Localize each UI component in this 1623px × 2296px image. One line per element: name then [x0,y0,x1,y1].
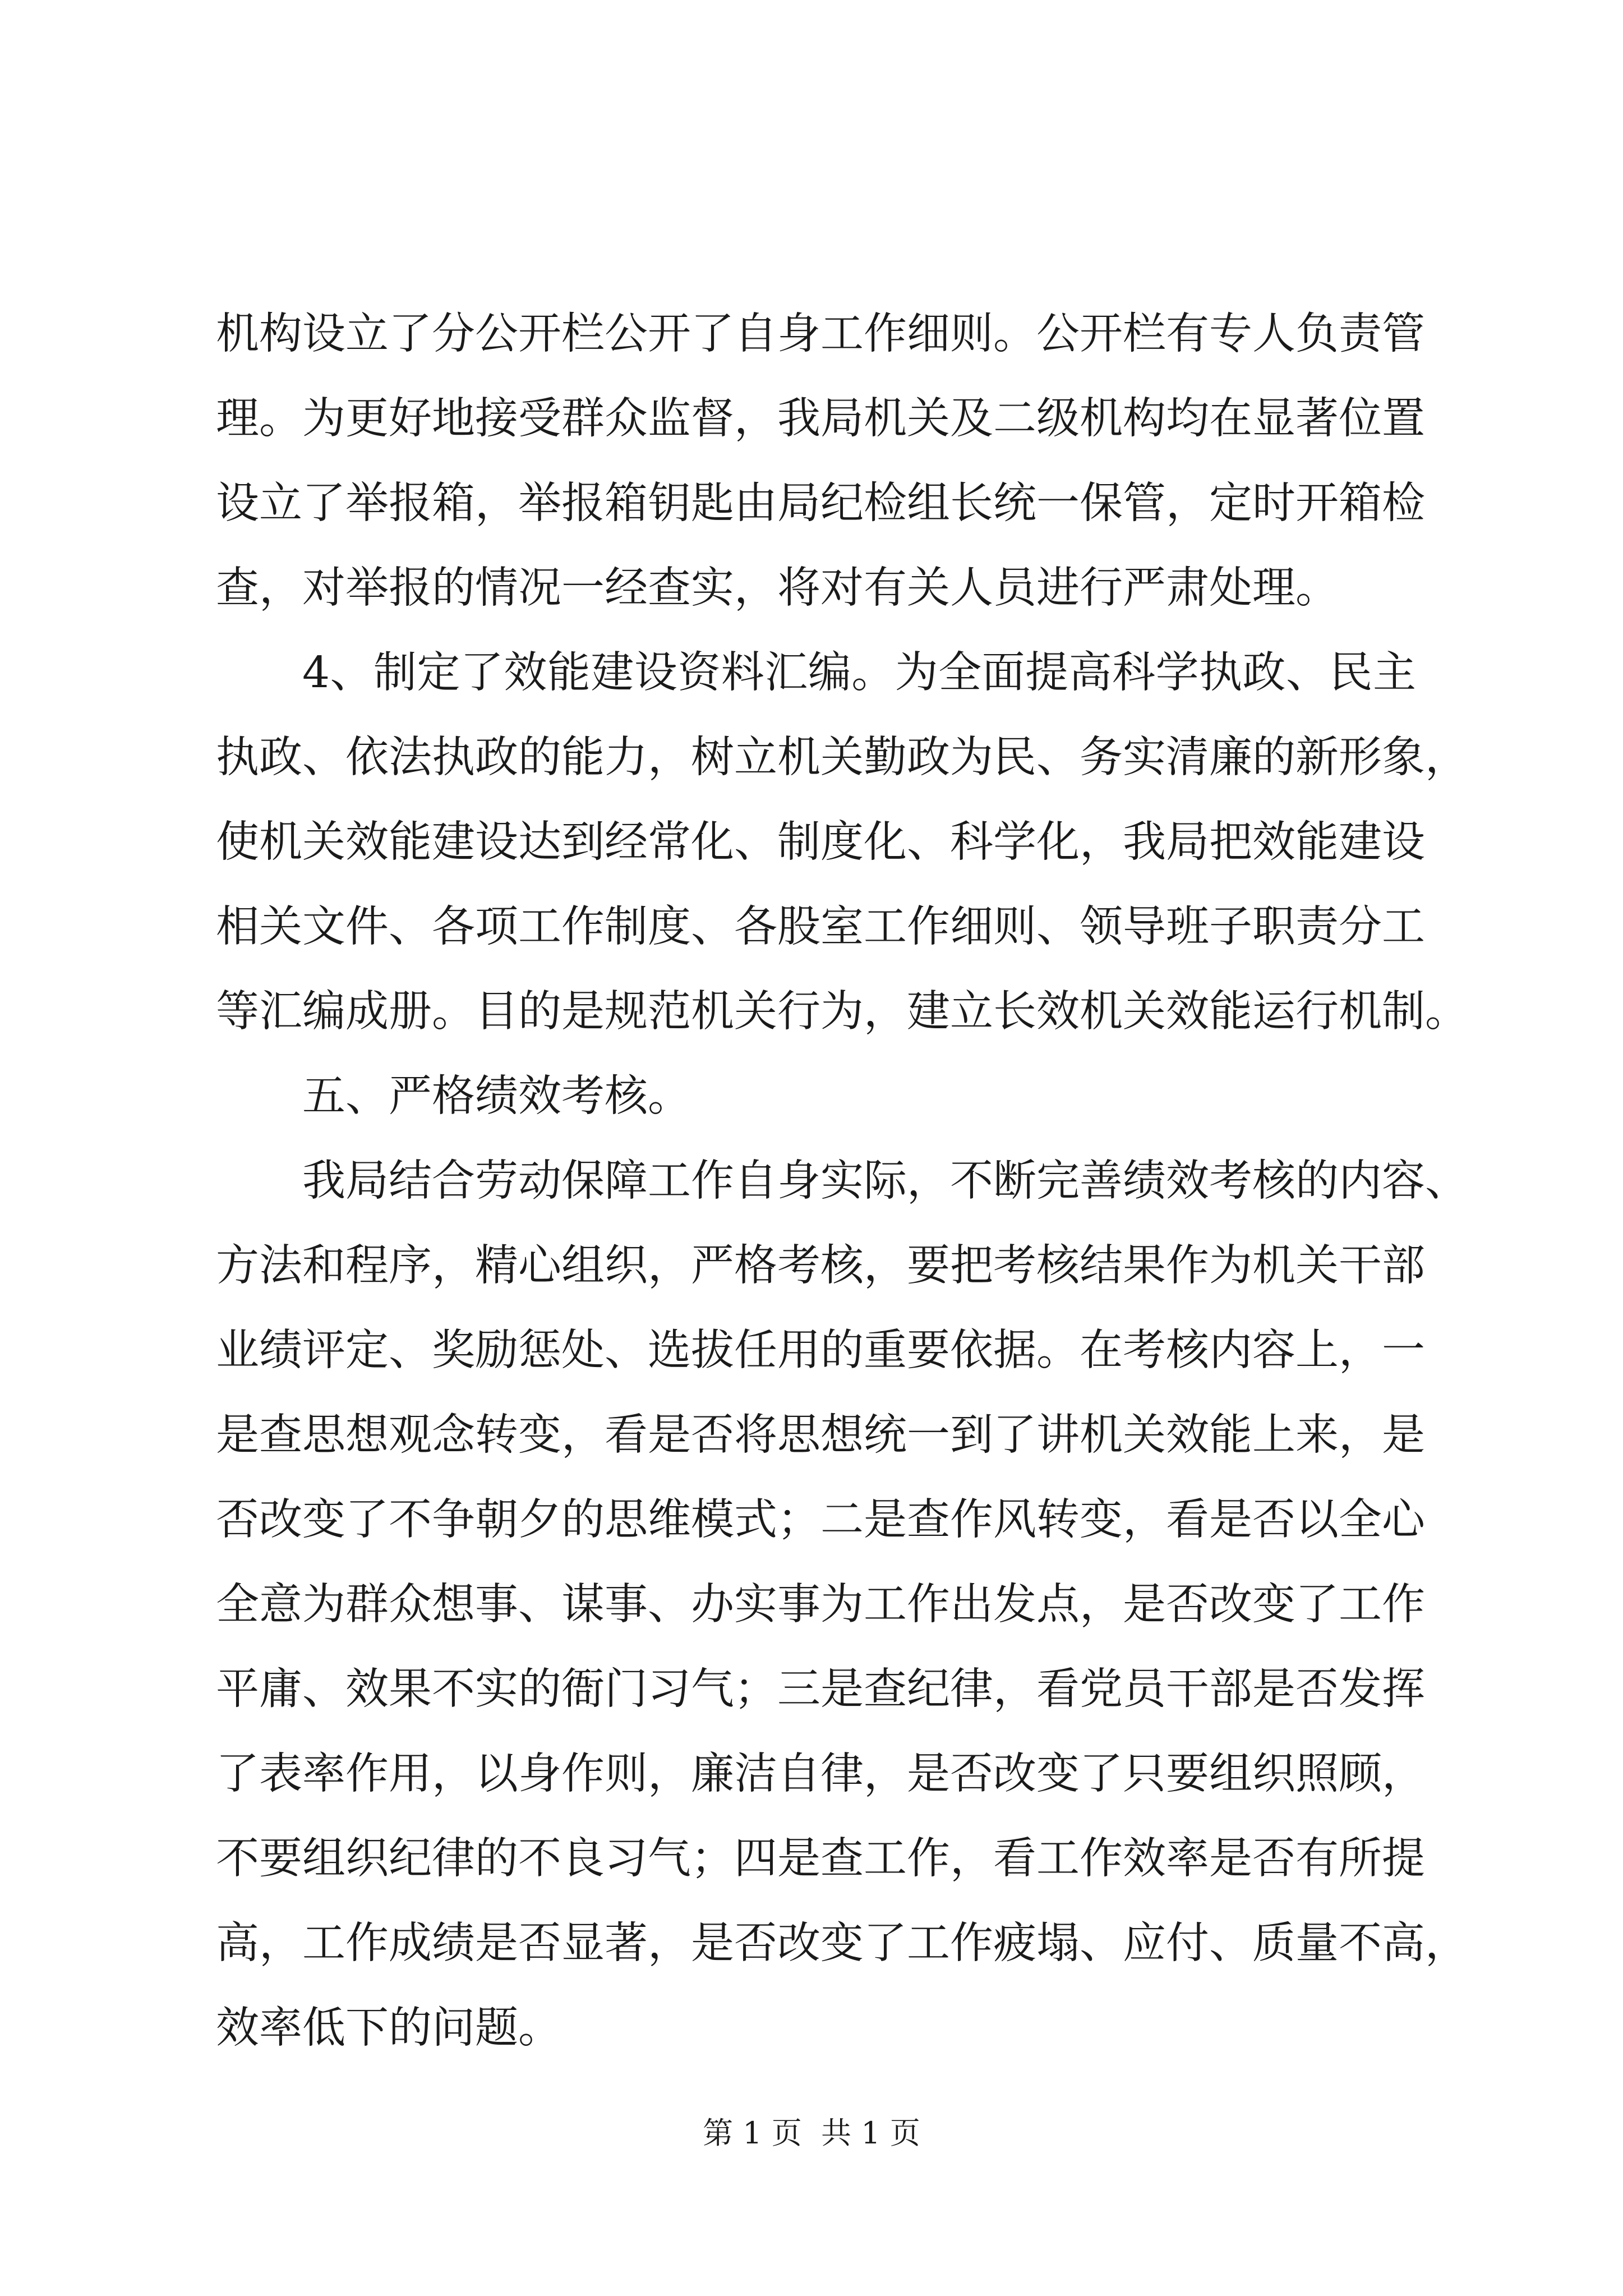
page-number-footer: 第 1 页 共 1 页 [703,2115,920,2151]
text-line: 高，工作成绩是否显著，是否改变了工作疲塌、应付、质量不高， [216,1918,1468,1968]
text-line: 全意为群众想事、谋事、办实事为工作出发点，是否改变了工作 [216,1580,1425,1630]
text-line: 查，对举报的情况一经查实，将对有关人员进行严肃处理。 [216,563,1339,613]
text-line: 理。为更好地接受群众监督，我局机关及二级机构均在显著位置 [216,394,1425,444]
text-line: 了表率作用，以身作则，廉洁自律，是否改变了只要组织照顾， [216,1749,1425,1799]
section-heading: 五、严格绩效考核。 [302,1071,691,1121]
text-line: 我局结合劳动保障工作自身实际，不断完善绩效考核的内容、 [302,1156,1468,1206]
text-line: 是查思想观念转变，看是否将思想统一到了讲机关效能上来，是 [216,1410,1425,1460]
text-line: 相关文件、各项工作制度、各股室工作细则、领导班子职责分工 [216,902,1425,952]
text-line: 4、制定了效能建设资料汇编。为全面提高科学执政、民主 [302,648,1416,698]
text-line: 平庸、效果不实的衙门习气；三是查纪律，看党员干部是否发挥 [216,1664,1425,1714]
text-line: 不要组织纪律的不良习气；四是查工作，看工作效率是否有所提 [216,1834,1425,1884]
text-line: 机构设立了分公开栏公开了自身工作细则。公开栏有专人负责管 [216,309,1425,359]
text-line: 使机关效能建设达到经常化、制度化、科学化，我局把效能建设 [216,817,1425,867]
text-line: 执政、依法执政的能力，树立机关勤政为民、务实清廉的新形象， [216,733,1468,783]
text-line: 效率低下的问题。 [216,2003,561,2053]
text-line: 否改变了不争朝夕的思维模式；二是查作风转变，看是否以全心 [216,1495,1425,1545]
body-text [216,292,1468,2070]
text-line: 设立了举报箱，举报箱钥匙由局纪检组长统一保管，定时开箱检 [216,478,1425,528]
text-line: 业绩评定、奖励惩处、选拔任用的重要依据。在考核内容上，一 [216,1326,1425,1375]
text-line: 方法和程序，精心组织，严格考核，要把考核结果作为机关干部 [216,1241,1425,1291]
text-line: 等汇编成册。目的是规范机关行为，建立长效机关效能运行机制。 [216,987,1468,1037]
